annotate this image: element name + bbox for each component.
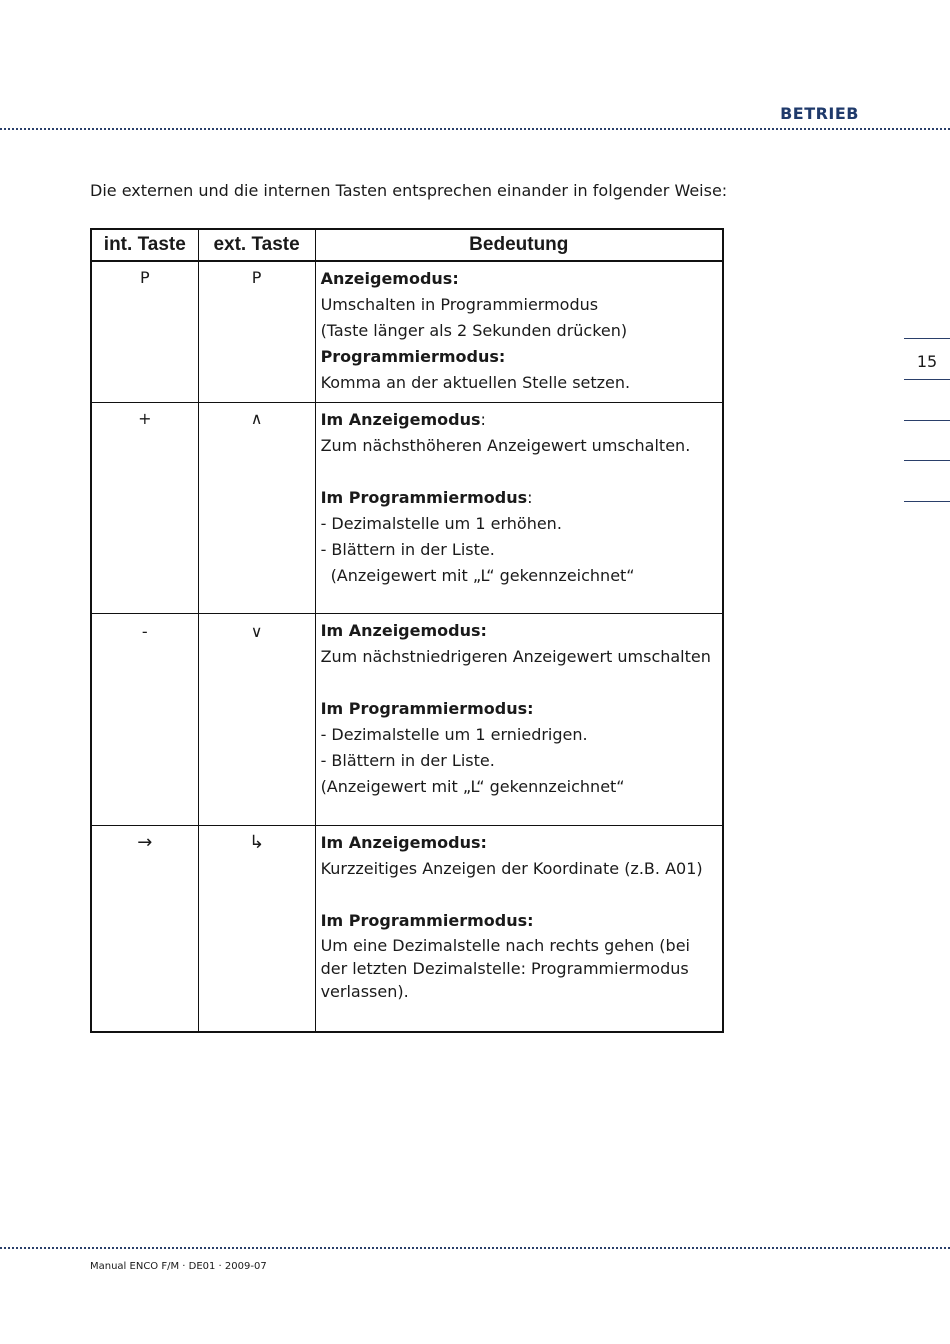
mode-title: Im Programmiermodus <box>320 488 528 507</box>
description-line: Um eine Dezimalstelle nach rechts gehen (bei der letzten Dezimalstelle: Programmiermodus verlassen). <box>320 936 690 1001</box>
title-colon: : <box>527 488 533 507</box>
description-line: Kurzzeitiges Anzeigen der Koordinate (z.B. A01) <box>320 859 703 878</box>
header-ext-key: ext. Taste <box>198 229 315 261</box>
description-line: (Anzeigewert mit „L“ gekennzeichnet“ <box>330 566 635 585</box>
mode-title: Im Anzeigemodus <box>320 410 481 429</box>
footer-text: Manual ENCO F/M · DE01 · 2009-07 <box>90 1261 267 1272</box>
meaning-cell <box>315 261 723 403</box>
ext-key-cell: ∨ <box>198 614 315 826</box>
table-header-row <box>91 229 723 261</box>
description-line: Umschalten in Programmiermodus <box>320 295 599 314</box>
side-tab-line <box>904 338 950 339</box>
int-key-cell: P <box>91 261 198 403</box>
int-key-cell: → <box>91 826 198 1032</box>
header-divider <box>0 128 950 130</box>
description-line: - Blättern in der Liste. <box>320 540 495 559</box>
intro-text: Die externen und die internen Tasten entsprechen einander in folgender Weise: <box>90 181 728 200</box>
description-line: - Blättern in der Liste. <box>320 751 495 770</box>
side-tab-line <box>904 420 950 421</box>
page-number: 15 <box>916 352 938 371</box>
ext-key-cell: ∧ <box>198 403 315 614</box>
header-int-key: int. Taste <box>91 229 198 261</box>
footer-divider <box>0 1247 950 1249</box>
mode-title: Anzeigemodus: <box>320 269 459 288</box>
key-mapping-table <box>90 228 724 1033</box>
side-tab-line <box>904 460 950 461</box>
meaning-cell <box>315 826 723 1032</box>
ext-key-cell: ↳ <box>198 826 315 1032</box>
mode-title: Im Programmiermodus: <box>320 911 534 930</box>
description-line: (Anzeigewert mit „L“ gekennzeichnet“ <box>320 777 625 796</box>
side-tab-line <box>904 501 950 502</box>
description-line: - Dezimalstelle um 1 erhöhen. <box>320 514 562 533</box>
description-line: - Dezimalstelle um 1 erniedrigen. <box>320 725 588 744</box>
int-key-cell: - <box>91 614 198 826</box>
description-line: Komma an der aktuellen Stelle setzen. <box>320 373 631 392</box>
ext-key-cell: P <box>198 261 315 403</box>
table-row <box>91 403 723 614</box>
int-key-cell: + <box>91 403 198 614</box>
meaning-cell <box>315 614 723 826</box>
title-colon: : <box>480 410 486 429</box>
description-line: Zum nächsthöheren Anzeigewert umschalten. <box>320 436 691 455</box>
table-row <box>91 261 723 403</box>
mode-title: Programmiermodus: <box>320 347 506 366</box>
mode-title: Im Anzeigemodus: <box>320 833 487 852</box>
section-label: BETRIEB <box>780 104 859 123</box>
header-meaning: Bedeutung <box>315 229 723 261</box>
meaning-cell <box>315 403 723 614</box>
description-line: (Taste länger als 2 Sekunden drücken) <box>320 321 628 340</box>
table-row <box>91 614 723 826</box>
side-tab-line <box>904 379 950 380</box>
mode-title: Im Programmiermodus: <box>320 699 534 718</box>
mode-title: Im Anzeigemodus: <box>320 621 487 640</box>
description-line: Zum nächstniedrigeren Anzeigewert umschalten <box>320 647 711 666</box>
table-row <box>91 826 723 1032</box>
